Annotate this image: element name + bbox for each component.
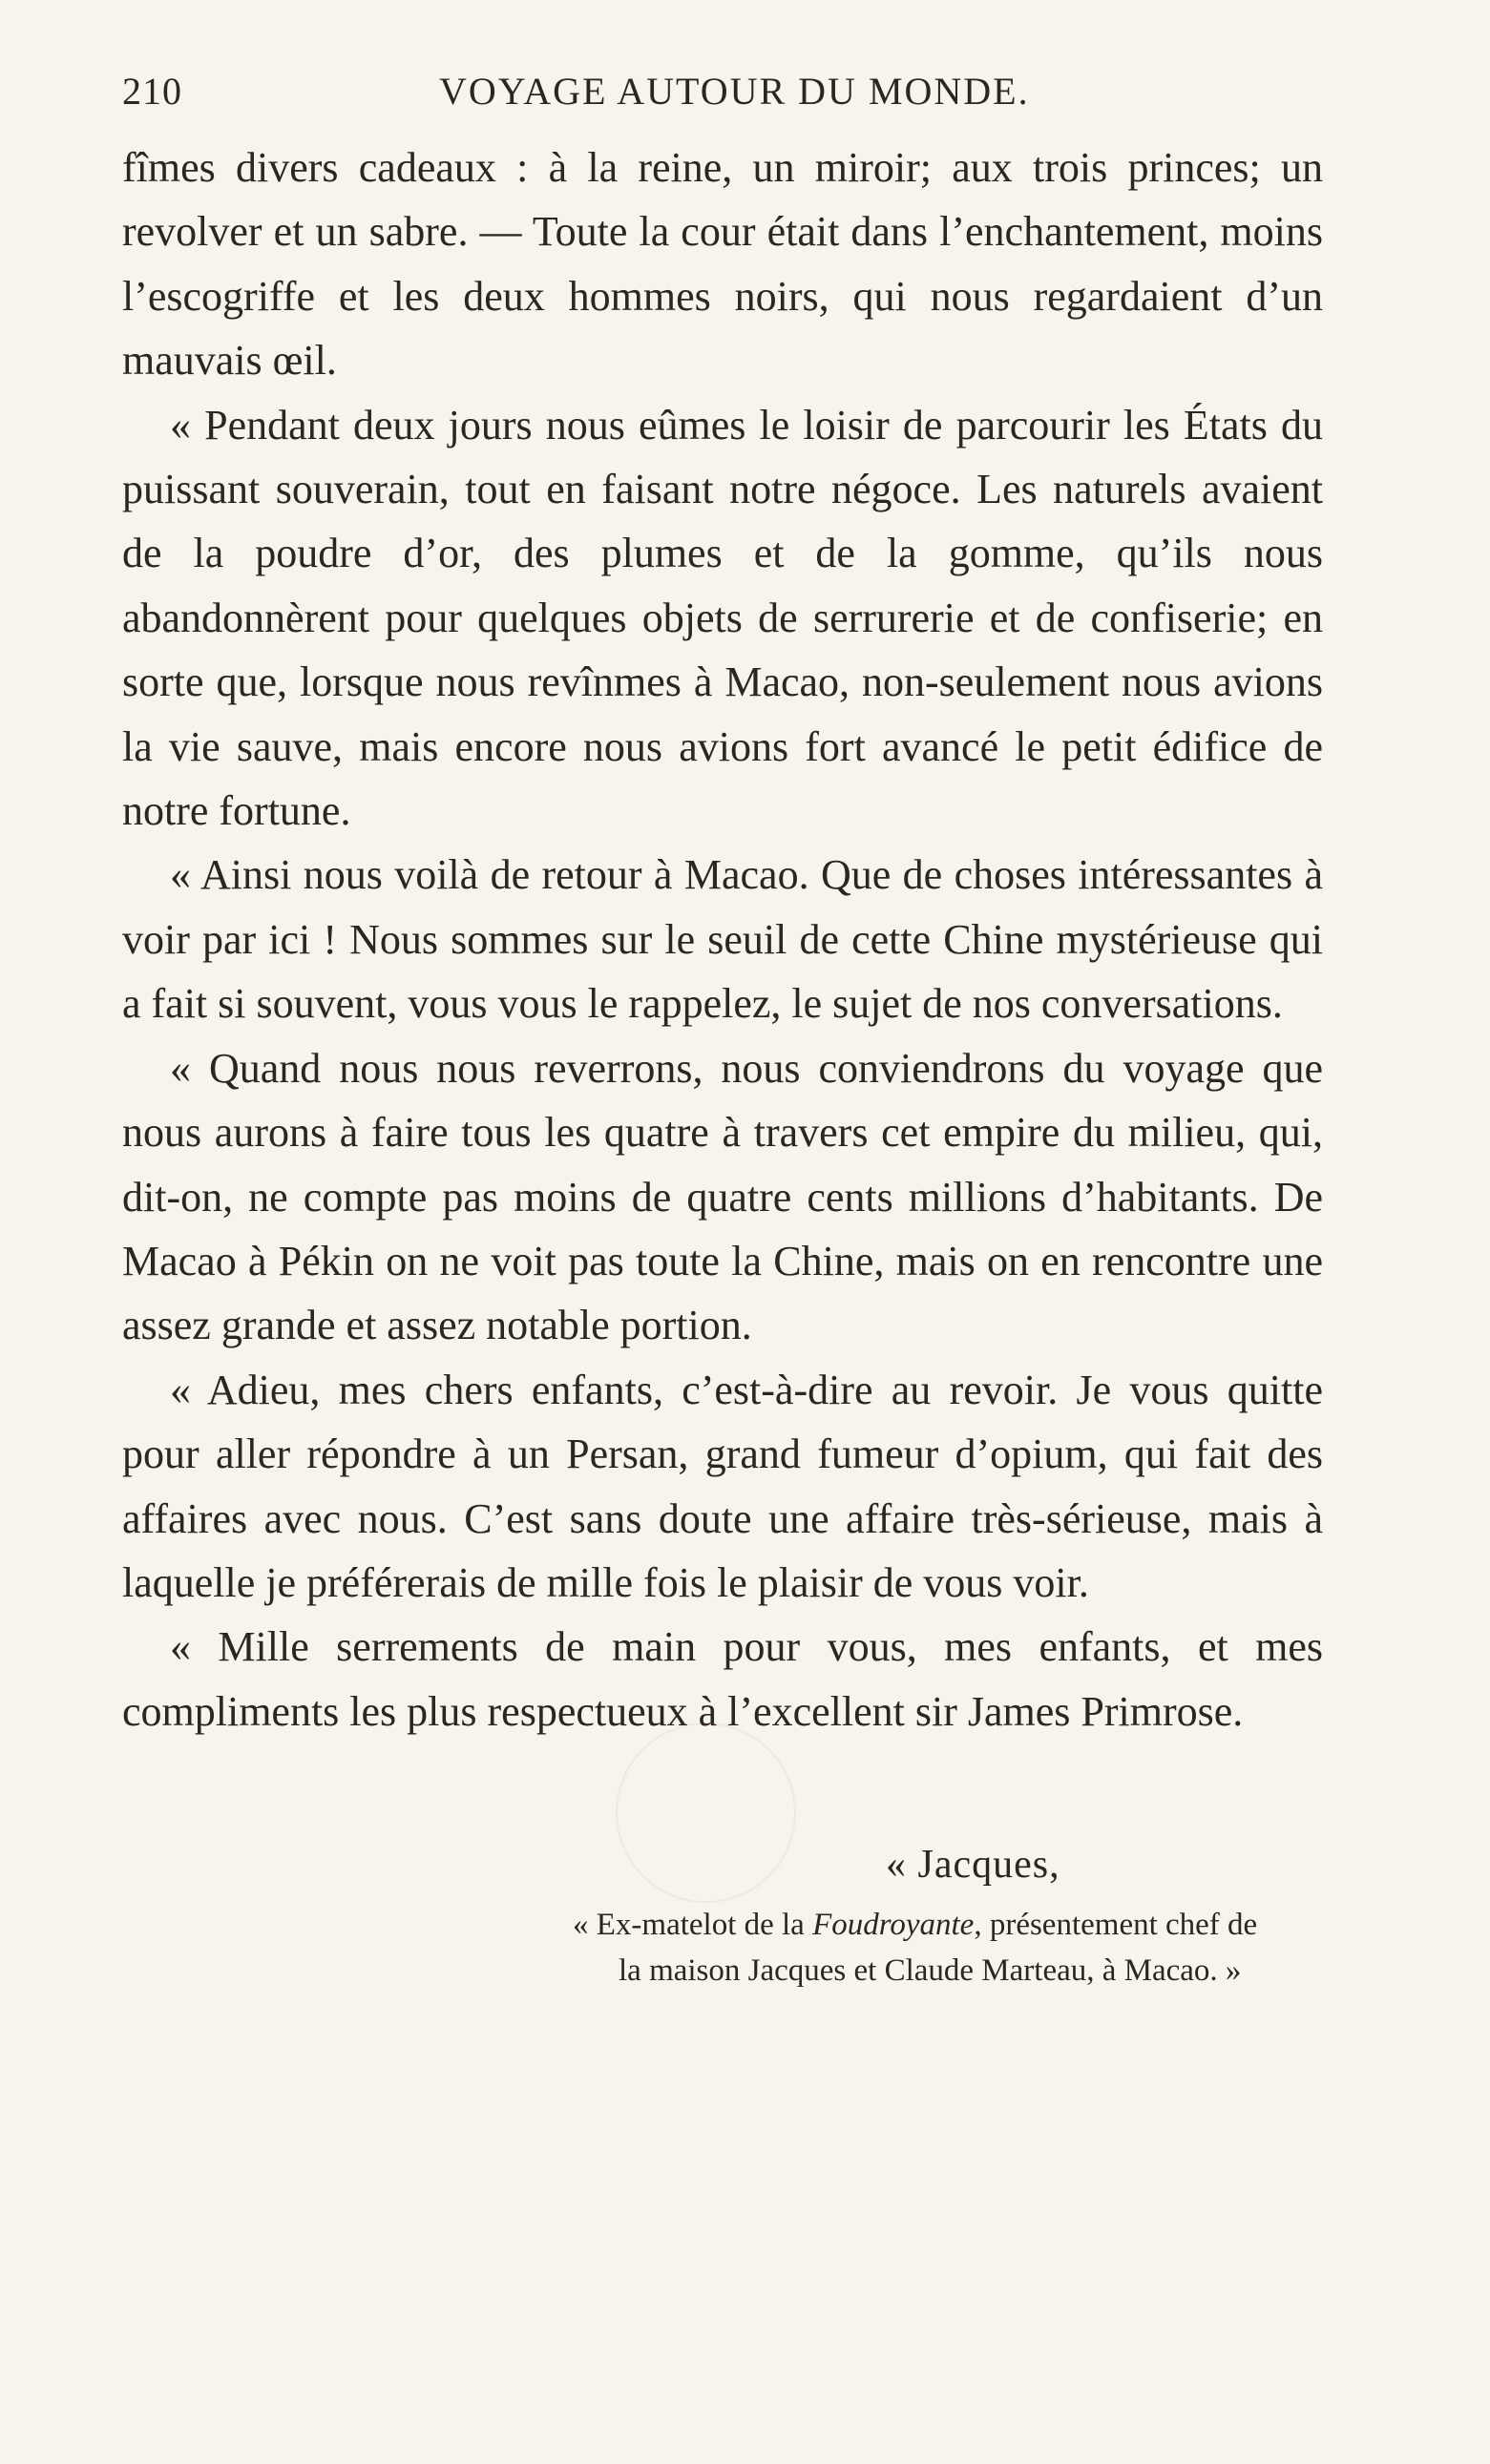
signature-footnote (573, 1902, 1336, 1994)
footnote-text: « Ex-matelot de la (573, 1908, 813, 1942)
paragraph: « Adieu, mes chers enfants, c’est-à-dire au revoir. Je vous quitte pour aller répondre à un Persan, grand fumeur d’opium, qui fait des affaires avec nous. C’est sans doute une affaire très-sérieuse, mais à laquelle je préférerais de mille fois le plaisir de vous voir. (122, 1366, 1323, 1606)
ship-name: Foudroyante (812, 1908, 975, 1942)
letter-signature: « Jacques, (886, 1843, 1060, 1887)
paragraph: « Quand nous nous reverrons, nous conviendrons du voyage que nous aurons à faire tous les quatre à travers cet empire du milieu, qui, dit-on, ne compte pas moins de quatre cents millions d’habitants. De Macao à Pékin on ne voit pas toute la Chine, mais on en rencontre une assez grande et assez notable portion. (122, 1044, 1323, 1349)
paragraph: « Ainsi nous voilà de retour à Macao. Que de choses intéressantes à voir par ici ! Nous sommes sur le seuil de cette Chine mystérieuse qui a fait si souvent, vous vous le rappelez, le sujet de nos conversations. (122, 851, 1323, 1028)
paragraph: « Mille serrements de main pour vous, mes enfants, et mes compliments les plus respectueux à l’excellent sir James Primrose. (122, 1623, 1323, 1735)
running-head (122, 69, 1325, 126)
running-title: VOYAGE AUTOUR DU MONDE. (439, 70, 1030, 113)
page-number: 210 (122, 70, 182, 113)
footnote-line-2: la maison Jacques et Claude Marteau, à Macao. » (619, 1953, 1242, 1988)
footnote-text: , présentement chef de (974, 1908, 1258, 1942)
paragraph-continuation: fîmes divers cadeaux : à la reine, un miroir; aux trois princes; un revolver et un sabre. — Toute la cour était dans l’enchantement, moins l’escogriffe et les deux hommes noirs, qui nous regardaient d’un mauvais œil. (122, 144, 1323, 385)
paragraph: « Pendant deux jours nous eûmes le loisir de parcourir les États du puissant souverain, tout en faisant notre négoce. Les naturels avaient de la poudre d’or, des plumes et de la gomme, qu’ils nous abandonnèrent pour quelques objets de serrurerie et de confiserie; en sorte que, lorsque nous revînmes à Macao, non-seulement nous avions la vie sauve, mais encore nous avions fort avancé le petit édifice de notre fortune. (122, 401, 1323, 835)
footnote-line-1 (573, 1902, 1336, 1948)
body-text (122, 136, 1323, 1744)
library-stamp-faint (616, 1723, 796, 1903)
